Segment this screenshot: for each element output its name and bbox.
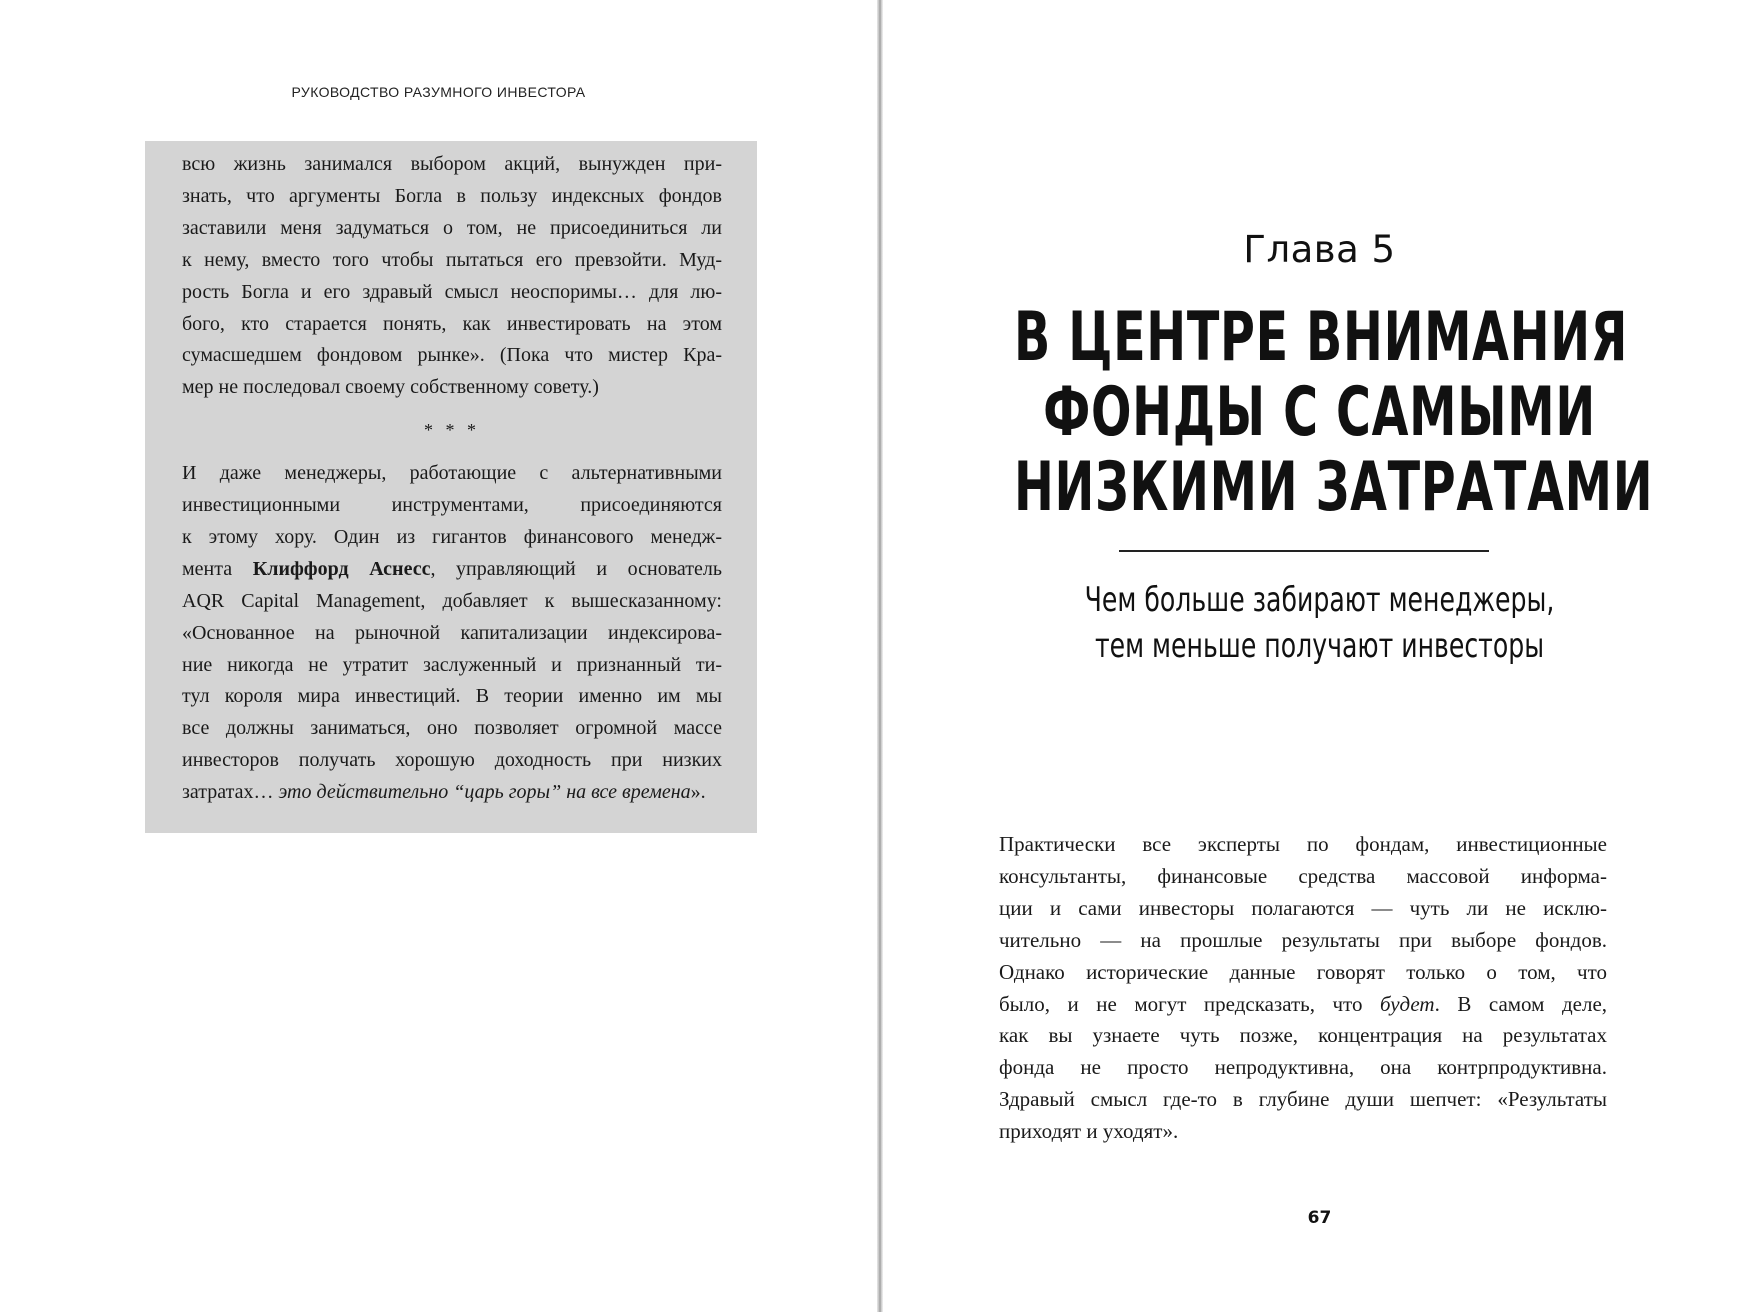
sidebar-line: заставили меня задуматься о том, не присоединиться ли (182, 216, 722, 239)
chapter-title (883, 300, 1756, 525)
text-fragment: было, и не могут предсказать, что (999, 991, 1380, 1016)
sidebar-line: И даже менеджеры, работающие с альтернативными (182, 462, 722, 485)
body-line-with-italic (999, 989, 1607, 1021)
sidebar-line: ние никогда не утратит заслуженный и признанный ти- (182, 653, 722, 676)
body-line: фонда не просто непродуктивна, она контрпродуктивна. (999, 1055, 1607, 1080)
chapter-subtitle (883, 577, 1756, 669)
italic-word: будет (1379, 991, 1435, 1016)
sidebar-last-line (182, 777, 722, 809)
para-gap (182, 447, 722, 458)
sidebar-line: к этому хору. Один из гигантов финансового менедж- (182, 525, 722, 548)
sidebar-line: к нему, вместо того чтобы пытаться его превзойти. Муд- (182, 248, 722, 271)
chapter-title-line: В ЦЕНТРЕ ВНИМАНИЯ (1013, 298, 1629, 377)
section-separator: * * * (424, 420, 480, 441)
sidebar-text (182, 149, 722, 809)
chapter-label: Глава 5 (1243, 228, 1396, 271)
body-line: Здравый смысл где-то в глубине души шепчет: «Результаты (999, 1087, 1607, 1112)
text-fragment: ». (690, 781, 706, 804)
body-line: чительно — на прошлые результаты при выборе фондов. (999, 927, 1607, 952)
chapter-title-line: ФОНДЫ С САМЫМИ (1043, 373, 1596, 452)
chapter-subtitle-line: тем меньше получают инвесторы (1094, 626, 1545, 666)
sidebar-line: всю жизнь занимался выбором акций, вынужден при- (182, 153, 722, 175)
sidebar-line: бого, кто старается понять, как инвестировать на этом (182, 312, 722, 335)
chapter-subtitle-line: Чем больше забирают менеджеры, (1084, 580, 1555, 620)
sidebar-line: знать, что аргументы Богла в пользу индексных фондов (182, 184, 722, 207)
body-line: ции и сами инвесторы полагаются — чуть ли не исклю- (999, 895, 1607, 920)
sidebar-line: все должны заниматься, оно позволяет огромной массе (182, 717, 722, 740)
body-text (999, 829, 1607, 1148)
page-number: 67 (1307, 1208, 1332, 1228)
text-fragment: , управляющий и основатель (430, 557, 722, 580)
running-head: РУКОВОДСТВО РАЗУМНОГО ИНВЕСТОРА (291, 84, 586, 100)
body-line: Однако исторические данные говорят только о том, что (999, 959, 1607, 984)
text-fragment: . В самом деле, (1434, 991, 1608, 1016)
sidebar-line: инвестиционными инструментами, присоединяются (182, 494, 722, 517)
sidebar-line: AQR Capital Management, добавляет к вышесказанному: (182, 589, 722, 612)
body-line: консультанты, финансовые средства массовой информа- (999, 863, 1607, 888)
right-page (883, 0, 1756, 1312)
sidebar-line: сумасшедшем фондовом рынке». (Пока что мистер Кра- (182, 344, 722, 367)
sidebar-line: мер не последовал своему собственному совету.) (182, 376, 599, 399)
sidebar-line-with-name (182, 554, 722, 586)
sidebar-box (145, 141, 757, 833)
text-fragment: мента (182, 557, 253, 580)
person-name: Клиффорд Аснесс (252, 557, 431, 580)
body-line: как вы узнаете чуть позже, концентрация на результатах (999, 1023, 1607, 1048)
sidebar-line: «Основанное на рыночной капитализации индексирова- (182, 621, 722, 644)
body-line: Практически все эксперты по фондам, инвестиционные (999, 832, 1607, 856)
text-fragment: затратах… (182, 781, 279, 804)
left-page (0, 0, 877, 1312)
sidebar-line: инвесторов получать хорошую доходность при низких (182, 749, 722, 772)
body-line: приходят и уходят». (999, 1119, 1179, 1144)
title-rule (1119, 550, 1489, 552)
chapter-title-line: НИЗКИМИ ЗАТРАТАМИ (1013, 448, 1654, 527)
sidebar-line: рость Богла и его здравый смысл неоспоримы… для лю- (182, 280, 722, 303)
italic-quote: это действительно “царь горы” на все времена (278, 781, 691, 804)
sidebar-line: тул короля мира инвестиций. В теории именно им мы (182, 685, 722, 708)
para-gap (182, 404, 722, 415)
